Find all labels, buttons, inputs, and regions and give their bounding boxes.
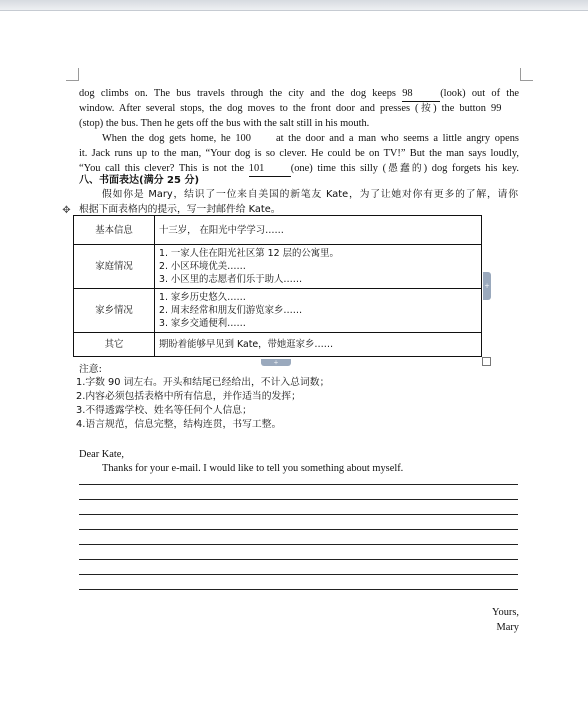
table-value-line: 3. 小区里的志愿者们乐于助人……	[159, 274, 303, 285]
writing-line[interactable]	[79, 499, 518, 500]
table-value-cell[interactable]	[155, 216, 482, 245]
passage-line-1: dog climbs on. The bus travels through the city and the dog keeps 98 (look) out of the	[79, 86, 519, 102]
writing-line[interactable]	[79, 529, 518, 530]
info-table	[73, 215, 482, 357]
blank-99[interactable]: 99	[491, 103, 502, 114]
plus-icon[interactable]: +	[261, 359, 291, 366]
table-key-cell[interactable]: 基本信息	[74, 216, 155, 245]
table-value-line: 2. 小区环境优美……	[159, 261, 246, 272]
table-value-line: 3. 家乡交通便利……	[159, 318, 246, 329]
table-key-cell[interactable]: 家乡情况	[74, 289, 155, 333]
four-way-arrow-icon[interactable]: ✥	[62, 205, 71, 216]
table-value-cell[interactable]	[155, 245, 482, 289]
blank-101[interactable]: 101	[249, 161, 291, 177]
passage-line-3: (stop) the bus. Then he gets off the bus with the salt still in his mouth.	[79, 118, 370, 129]
section-8-instruction-2: 根据下面表格内的提示，写一封邮件给 Kate。	[79, 204, 281, 215]
table-row	[74, 289, 482, 333]
letter-signature: Mary	[496, 622, 519, 633]
margin-corner-top-left	[66, 68, 79, 81]
section-8-title: 八、书面表达(满分 25 分)	[79, 175, 200, 186]
plus-icon[interactable]: +	[483, 272, 491, 300]
blank-100[interactable]: 100	[235, 133, 251, 144]
passage-line-5: it. Jack runs up to the man, “Your dog is so clever. He could be on TV!” But the man says loudly,	[79, 148, 519, 159]
notes-item: 4.语言规范，信息完整，结构连贯，书写工整。	[76, 419, 282, 430]
section-8-instruction-1: 假如你是 Mary，结识了一位来自美国的新笔友 Kate，为了让她对你有更多的了解，请你	[102, 189, 518, 200]
notes-title: 注意:	[79, 364, 102, 375]
table-value-line: 2. 周末经常和朋友们游览家乡……	[159, 305, 303, 316]
notes-item: 1.字数 90 词左右。开头和结尾已经给出，不计入总词数；	[76, 377, 330, 388]
writing-line[interactable]	[79, 574, 518, 575]
table-value-cell[interactable]	[155, 333, 482, 357]
table-row	[74, 333, 482, 357]
writing-line[interactable]	[79, 559, 518, 560]
table-value-line: 十三岁， 在阳光中学学习……	[159, 224, 284, 236]
passage-line-6: “You call this clever? This is not the 101 (one) time this silly (愚蠢的) dog forgets his key.	[79, 161, 519, 177]
notes-item: 2.内容必须包括表格中所有信息，并作适当的发挥；	[76, 391, 301, 402]
table-value-line: 1. 家乡历史悠久……	[159, 292, 246, 303]
window-top-bar	[0, 0, 588, 11]
notes-item: 3.不得透露学校、姓名等任何个人信息；	[76, 405, 252, 416]
writing-line[interactable]	[79, 589, 518, 590]
blank-98[interactable]: 98	[402, 86, 440, 102]
letter-opening: Thanks for your e-mail. I would like to tell you something about myself.	[102, 463, 404, 474]
passage-line-4: When the dog gets home, he 100 at the door and a man who seems a little angry opens	[102, 133, 519, 144]
writing-line[interactable]	[79, 514, 518, 515]
table-row	[74, 216, 482, 245]
table-row	[74, 245, 482, 289]
table-key-cell[interactable]: 家庭情况	[74, 245, 155, 289]
letter-closing: Yours,	[492, 607, 519, 618]
writing-line[interactable]	[79, 484, 518, 485]
letter-greeting: Dear Kate,	[79, 449, 124, 460]
table-key-cell[interactable]: 其它	[74, 333, 155, 357]
margin-corner-top-right	[520, 68, 533, 81]
table-value-cell[interactable]	[155, 289, 482, 333]
table-value-line: 期盼着能够早见到 Kate，带她逛家乡……	[159, 339, 334, 350]
writing-line[interactable]	[79, 544, 518, 545]
passage-line-2: window. After several stops, the dog moves to the front door and presses (按) the button 99	[79, 101, 519, 116]
table-value-line: 1. 一家人住在阳光社区第 12 层的公寓里。	[159, 248, 339, 259]
